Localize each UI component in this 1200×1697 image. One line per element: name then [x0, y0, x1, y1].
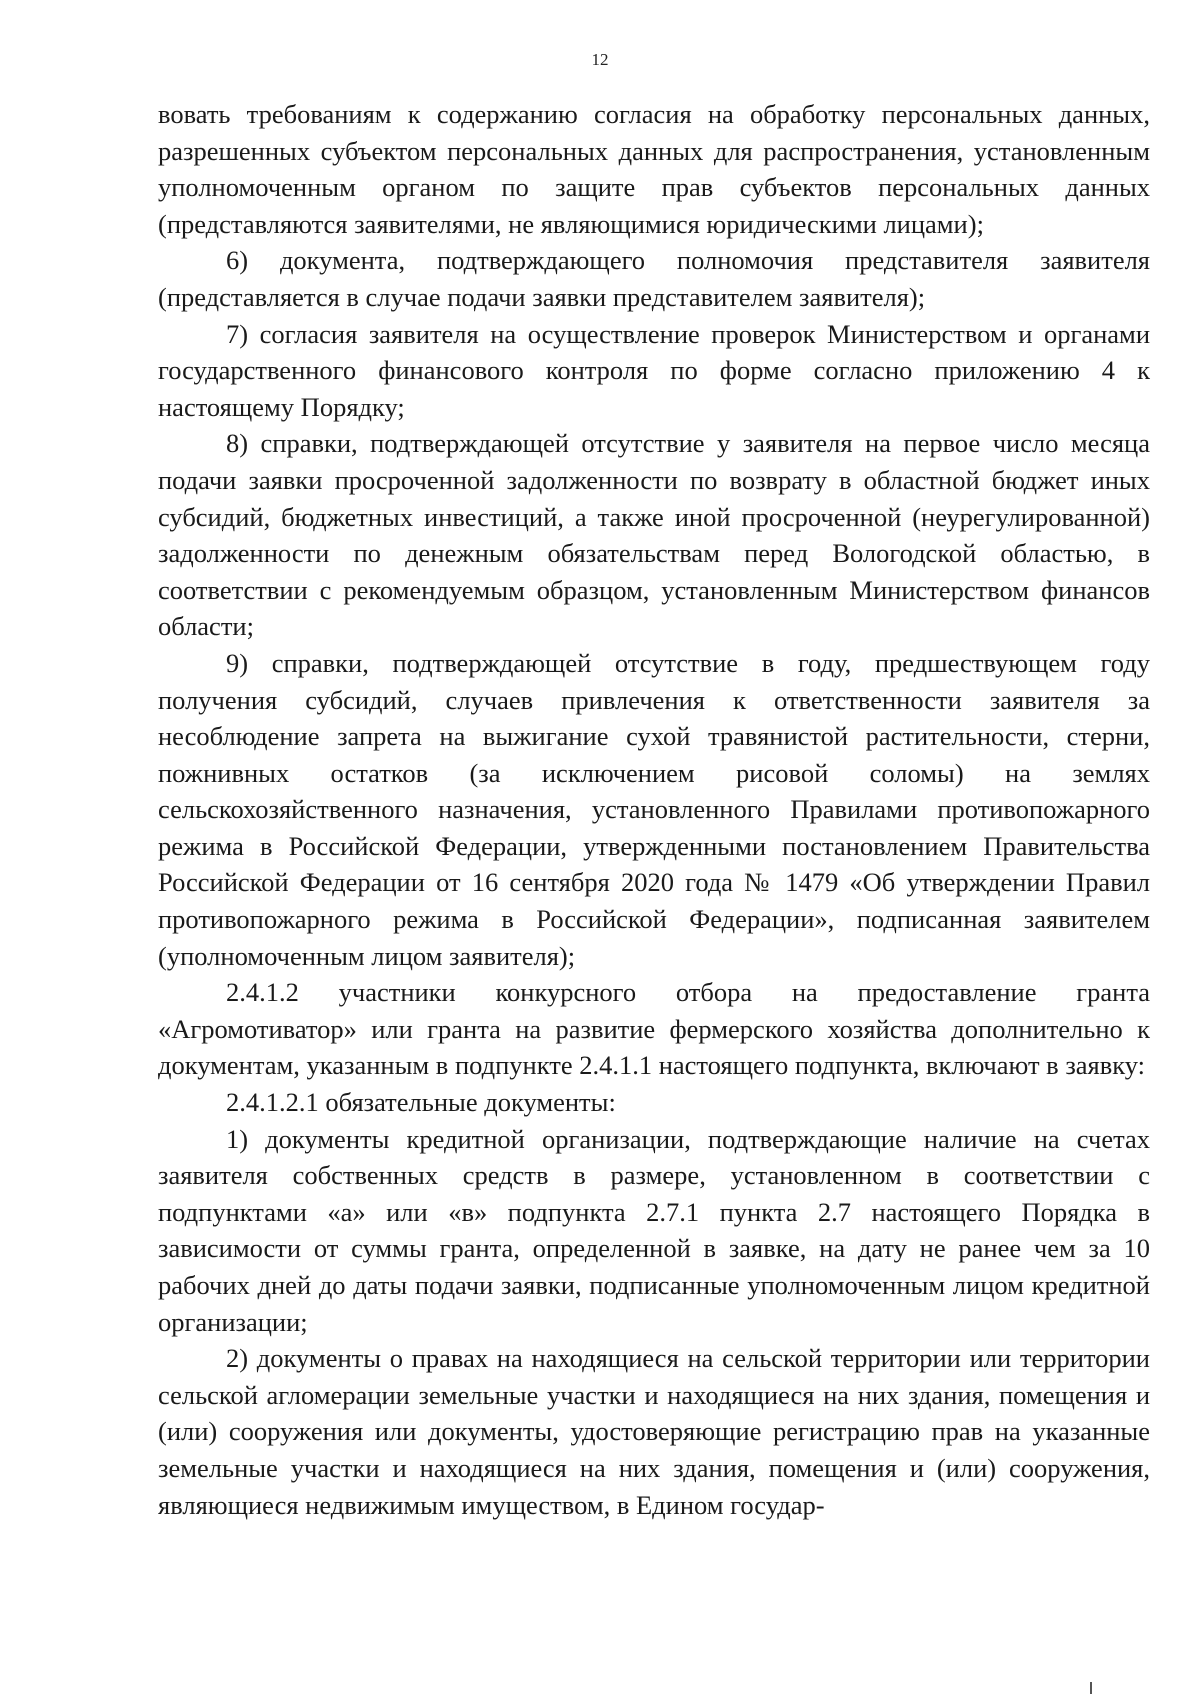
paragraph-continuation: вовать требованиям к содержанию согласия на обработку персональных данных, разрешенных субъектом персональных данных для распространения, установленным уполномоченным органом по защите прав субъектов персональных данных (представляются заявителями, не являющимися юридическими лицами); [158, 99, 1150, 239]
paragraph-2-4-1-2-1: 2.4.1.2.1 обязательные документы: [226, 1087, 616, 1118]
paragraph-item-6: 6) документа, подтверждающего полномочия представителя заявителя (представляется в случае подачи заявки представителем заявителя); [158, 245, 1150, 312]
paragraph-item-8: 8) справки, подтверждающей отсутствие у заявителя на первое число месяца подачи заявки просроченной задолженности по возврату в областной бюджет иных субсидий, бюджетных инвестиций, а также иной просроченной (неурегулированной) задолженности по денежным обязательствам перед Вологодской областью, в соответствии с рекомендуемым образцом, установленным Министерством финансов области; [158, 428, 1150, 642]
paragraph-item-9: 9) справки, подтверждающей отсутствие в году, предшествующем году получения субсидий, случаев привлечения к ответственности заявителя за несоблюдение запрета на выжигание сухой травянистой растительности, стерни, пожнивных остатков (за исключением рисовой соломы) на землях сельскохозяйственного назначения, установленного Правилами противопожарного режима в Российской Федерации, утвержденными постановлением Правительства Российской Федерации от 16 сентября 2020 года № 1479 «Об утверждении Правил противопожарного режима в Российской Федерации», подписанная заявителем (уполномоченным лицом заявителя); [158, 647, 1150, 971]
paragraph-doc-item-1: 1) документы кредитной организации, подтверждающие наличие на счетах заявителя собственных средств в размере, установленном в соответствии с подпунктами «а» или «в» подпункта 2.7.1 пункта 2.7 настоящего Порядка в зависимости от суммы гранта, определенной в заявке, на дату не ранее чем за 10 рабочих дней до даты подачи заявки, подписанные уполномоченным лицом кредитной организации; [158, 1123, 1150, 1337]
paragraph-item-7: 7) согласия заявителя на осуществление проверок Министерством и органами государственного финансового контроля по форме согласно приложению 4 к настоящему Порядку; [158, 318, 1150, 422]
document-body [158, 96, 1150, 1523]
paragraph-doc-item-2: 2) документы о правах на находящиеся на сельской территории или территории сельской агломерации земельные участки и находящиеся на них здания, помещения и (или) сооружения или документы, удостоверяющие регистрацию прав на указанные земельные участки и находящиеся на них здания, помещения и (или) сооружения, являющиеся недвижимым имуществом, в Едином государ- [158, 1343, 1150, 1520]
scan-artifact-mark [1090, 1682, 1092, 1694]
paragraph-2-4-1-2: 2.4.1.2 участники конкурсного отбора на предоставление гранта «Агромотиватор» или гранта на развитие фермерского хозяйства дополнительно к документам, указанным в подпункте 2.4.1.1 настоящего подпункта, включают в заявку: [158, 977, 1150, 1081]
page-number: 12 [591, 50, 609, 69]
